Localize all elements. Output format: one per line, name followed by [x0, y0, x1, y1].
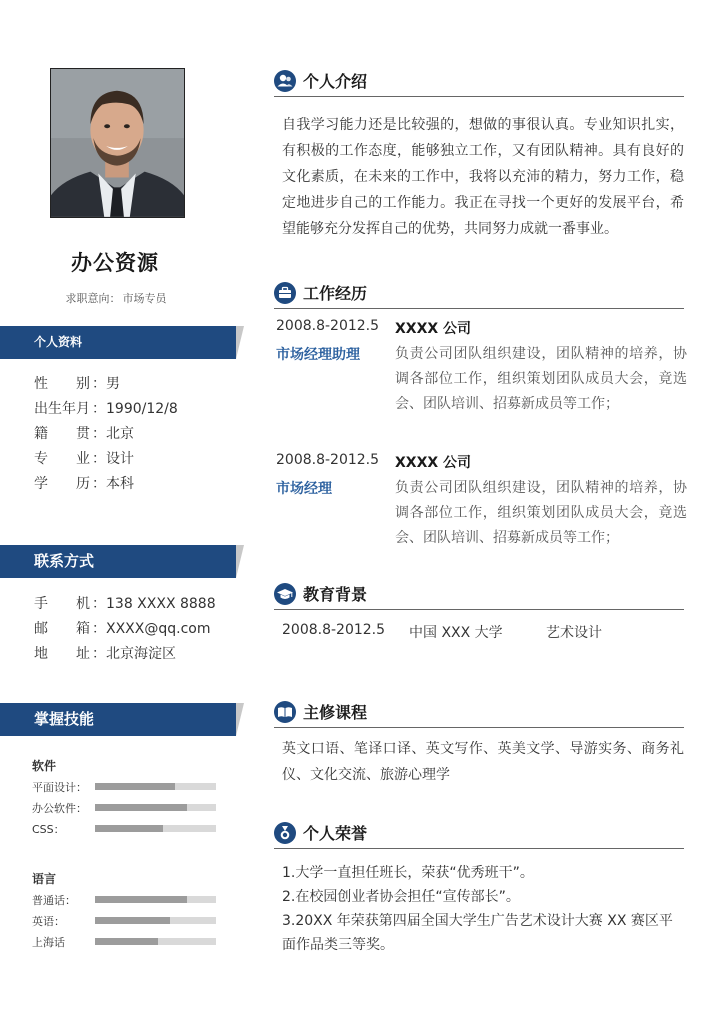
skill-name: 普通话：	[32, 893, 76, 907]
personal-info-list	[34, 372, 178, 497]
skill-row	[32, 797, 222, 818]
skill-name: CSS：	[32, 822, 65, 836]
skill-row	[32, 931, 222, 952]
honor-item: 1.大学一直担任班长，荣获“优秀班干”。	[282, 865, 534, 881]
contact-list	[34, 592, 216, 667]
about-header	[274, 69, 684, 97]
email-value: XXXX@qq.com	[106, 621, 211, 637]
info-label: 籍 贯 ：	[34, 426, 106, 442]
skill-name: 英语：	[32, 914, 65, 928]
skill-name: 平面设计：	[32, 780, 87, 794]
skill-bar-track	[95, 917, 216, 924]
skill-bar-fill	[95, 783, 175, 790]
contact-row-email	[34, 617, 216, 642]
about-text: 自我学习能力还是比较强的，想做的事很认真。专业知识扎实，有积极的工作态度，能够独立工作，又有团队精神。具有良好的文化素质，在未来的工作中，我将以充沛的精力，努力工作，稳定地进步自己的工作能力。我正在寻找一个更好的发展平台，希望能够充分发挥自己的优势，共同努力成就一番事业。	[282, 117, 684, 237]
contact-header	[0, 545, 236, 578]
skill-group-language	[32, 869, 222, 952]
job-company: XXXX 公司	[395, 455, 472, 471]
info-label: 邮 箱 ：	[34, 621, 106, 637]
info-row-birth	[34, 397, 178, 422]
info-label: 性 别 ：	[34, 376, 106, 392]
skill-row	[32, 889, 222, 910]
skill-group-title: 软件	[32, 759, 57, 773]
contact-row-phone	[34, 592, 216, 617]
honors-title: 个人荣誉	[303, 824, 368, 843]
experience-title: 工作经历	[303, 284, 368, 303]
about-section	[274, 69, 684, 242]
honors-section	[274, 821, 684, 957]
job-description: 负责公司团队组织建设，团队精神的培养，协调各部位工作，组织策划团队成员大会，竟选会、团队培训、招募新成员等工作；	[395, 346, 687, 412]
skill-bar-fill	[95, 825, 163, 832]
info-label: 学 历 ：	[34, 476, 106, 492]
skill-bar-fill	[95, 917, 170, 924]
education-section	[274, 582, 684, 652]
info-label: 出生年月 ：	[34, 401, 106, 417]
info-row-major	[34, 447, 178, 472]
book-icon	[274, 701, 296, 723]
job-period: 2008.8-2012.5	[276, 452, 380, 468]
contact-title: 联系方式	[34, 552, 95, 570]
user-icon	[274, 70, 296, 92]
skills-title: 掌握技能	[34, 710, 95, 728]
skill-bar-fill	[95, 896, 187, 903]
honor-item: 3.20XX 年荣获第四届全国大学生广告艺术设计大赛 XX 赛区平面作品类三等奖。	[282, 913, 673, 953]
honors-header	[274, 821, 684, 849]
skill-group-software	[32, 756, 222, 839]
briefcase-icon	[274, 282, 296, 304]
skill-bar-track	[95, 938, 216, 945]
courses-section	[274, 700, 684, 788]
info-value: 北京	[106, 426, 134, 442]
about-title: 个人介绍	[303, 72, 368, 91]
info-value: 1990/12/8	[106, 401, 178, 417]
job-description: 负责公司团队组织建设，团队精神的培养，协调各部位工作，组织策划团队成员大会，竟选会、团队培训、招募新成员等工作；	[395, 480, 687, 546]
education-period: 2008.8-2012.5	[282, 622, 386, 638]
medal-icon	[274, 822, 296, 844]
education-school: 中国 XXX 大学	[409, 625, 503, 641]
skill-row	[32, 910, 222, 931]
job-intent-value: 市场专员	[122, 292, 167, 305]
job-intent	[0, 290, 230, 306]
contact-row-address	[34, 642, 216, 667]
personal-info-header	[0, 326, 236, 359]
info-row-degree	[34, 472, 178, 497]
info-value: 本科	[106, 476, 134, 492]
profile-photo	[50, 68, 185, 218]
honor-item: 2.在校园创业者协会担任“宣传部长”。	[282, 889, 520, 905]
courses-title: 主修课程	[303, 703, 368, 722]
skill-name: 办公软件：	[32, 801, 87, 815]
portrait-image	[51, 69, 184, 217]
address-value: 北京海淀区	[106, 646, 176, 662]
education-title: 教育背景	[303, 585, 368, 604]
left-column	[0, 0, 250, 1017]
phone-value: 138 XXXX 8888	[106, 596, 216, 612]
info-value: 男	[106, 376, 120, 392]
skill-bar-track	[95, 783, 216, 790]
job-period: 2008.8-2012.5	[276, 318, 380, 334]
experience-section	[274, 281, 687, 571]
skills-header	[0, 703, 236, 736]
job-role: 市场经理	[276, 481, 332, 497]
personal-info-title: 个人资料	[34, 335, 83, 349]
education-major: 艺术设计	[546, 625, 602, 641]
skill-bar-track	[95, 896, 216, 903]
info-row-hometown	[34, 422, 178, 447]
job-role: 市场经理助理	[276, 347, 360, 363]
info-row-gender	[34, 372, 178, 397]
skill-bar-fill	[95, 938, 158, 945]
skill-row	[32, 776, 222, 797]
job-intent-label: 求职意向：	[65, 292, 121, 305]
graduation-cap-icon	[274, 583, 296, 605]
info-value: 设计	[106, 451, 134, 467]
skill-bar-track	[95, 804, 216, 811]
info-label: 地 址 ：	[34, 646, 106, 662]
info-label: 专 业 ：	[34, 451, 106, 467]
honors-list	[274, 861, 684, 957]
skill-bar-fill	[95, 804, 187, 811]
skill-group-title: 语言	[32, 872, 57, 886]
skill-row	[32, 818, 222, 839]
skill-name: 上海话	[32, 935, 65, 949]
candidate-name: 办公资源	[71, 251, 159, 275]
experience-header	[274, 281, 684, 309]
info-label: 手 机 ：	[34, 596, 106, 612]
job-company: XXXX 公司	[395, 321, 472, 337]
education-header	[274, 582, 684, 610]
courses-header	[274, 700, 684, 728]
skill-bar-track	[95, 825, 216, 832]
courses-text: 英文口语、笔译口译、英文写作、英美文学、导游实务、商务礼仪、文化交流、旅游心理学	[282, 741, 684, 783]
